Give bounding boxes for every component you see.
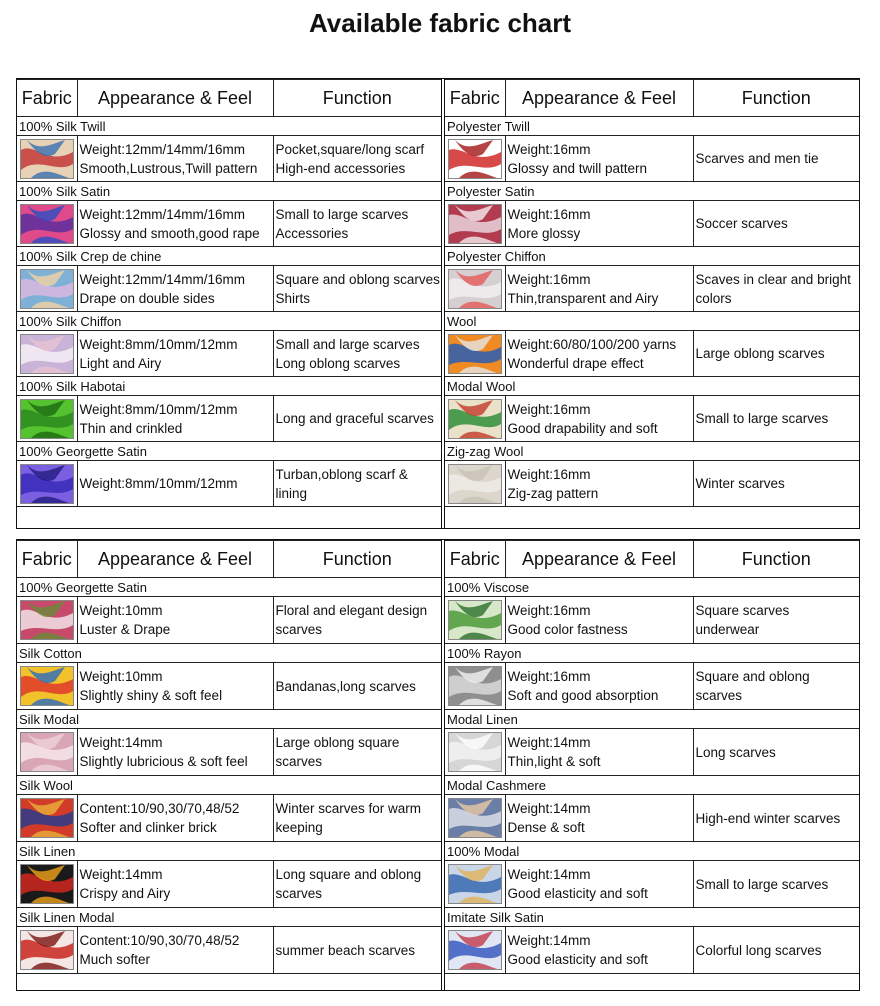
cell-line: Dense & soft bbox=[507, 820, 585, 835]
column-header-function: Function bbox=[273, 541, 441, 578]
fabric-name: Modal Linen bbox=[445, 710, 859, 729]
column-header-function: Function bbox=[693, 80, 859, 117]
column-header-fabric: Fabric bbox=[445, 80, 505, 117]
fabric-swatch-cell bbox=[17, 201, 77, 247]
fabric-name-row bbox=[17, 776, 441, 795]
fabric-detail-row bbox=[445, 461, 859, 507]
fabric-table bbox=[17, 79, 441, 507]
fabric-swatch-image bbox=[20, 600, 74, 640]
fabric-name-row bbox=[17, 578, 441, 597]
fabric-name-row bbox=[17, 247, 441, 266]
chart-2-left-table bbox=[17, 540, 441, 990]
column-header-appearance: Appearance & Feel bbox=[77, 541, 273, 578]
function-cell bbox=[693, 663, 859, 710]
header-row bbox=[17, 541, 441, 578]
cell-line: Weight:8mm/10mm/12mm bbox=[79, 476, 238, 491]
cell-line: Small to large scarves bbox=[695, 876, 829, 892]
fabric-table bbox=[445, 79, 859, 507]
appearance-feel-cell bbox=[505, 396, 693, 442]
chart-1-right-table bbox=[445, 79, 859, 528]
appearance-feel-cell bbox=[77, 266, 273, 312]
fabric-detail-row bbox=[17, 396, 441, 442]
cell-line: scarves bbox=[695, 688, 743, 703]
appearance-feel-cell bbox=[77, 861, 273, 908]
cell-line: Long scarves bbox=[695, 744, 776, 760]
appearance-feel-cell bbox=[505, 136, 693, 182]
cell-line: Weight:16mm bbox=[507, 141, 591, 157]
fabric-swatch-cell bbox=[17, 861, 77, 908]
cell-line: Good color fastness bbox=[507, 622, 628, 637]
function-cell bbox=[273, 461, 441, 507]
fabric-name-row bbox=[445, 182, 859, 201]
fabric-name: Wool bbox=[445, 312, 859, 331]
function-cell bbox=[273, 597, 441, 644]
cell-line: Weight:10mm bbox=[79, 669, 163, 684]
fabric-name-row bbox=[445, 442, 859, 461]
appearance-feel-cell bbox=[505, 663, 693, 710]
fabric-swatch-image bbox=[448, 798, 502, 838]
appearance-feel-cell bbox=[77, 729, 273, 776]
column-header-appearance: Appearance & Feel bbox=[77, 80, 273, 117]
fabric-name: Polyester Chiffon bbox=[445, 247, 859, 266]
fabric-swatch-image bbox=[20, 139, 74, 179]
fabric-swatch-image bbox=[448, 399, 502, 439]
fabric-detail-row bbox=[445, 201, 859, 247]
fabric-swatch-image bbox=[20, 732, 74, 772]
fabric-detail-row bbox=[445, 927, 859, 974]
function-cell bbox=[273, 729, 441, 776]
cell-line: Weight:14mm bbox=[507, 933, 591, 948]
cell-line: colors bbox=[695, 290, 732, 306]
fabric-detail-row bbox=[17, 266, 441, 312]
fabric-name-row bbox=[445, 908, 859, 927]
appearance-feel-cell bbox=[77, 201, 273, 247]
cell-line: Long square and oblong bbox=[275, 867, 422, 882]
header-row bbox=[445, 541, 859, 578]
cell-line: Zig-zag pattern bbox=[507, 485, 599, 501]
function-cell bbox=[273, 201, 441, 247]
fabric-swatch-cell bbox=[17, 461, 77, 507]
header-row bbox=[17, 80, 441, 117]
cell-line: Glossy and smooth,good rape bbox=[79, 225, 260, 241]
function-cell bbox=[273, 861, 441, 908]
function-cell bbox=[693, 136, 859, 182]
fabric-detail-row bbox=[17, 331, 441, 377]
fabric-detail-row bbox=[17, 861, 441, 908]
fabric-detail-row bbox=[17, 729, 441, 776]
fabric-swatch-cell bbox=[445, 597, 505, 644]
chart-2-right-table bbox=[445, 540, 859, 990]
fabric-name: 100% Rayon bbox=[445, 644, 859, 663]
fabric-swatch-cell bbox=[445, 136, 505, 182]
fabric-swatch-image bbox=[448, 334, 502, 374]
column-header-function: Function bbox=[273, 80, 441, 117]
fabric-swatch-image bbox=[20, 930, 74, 970]
cell-line: lining bbox=[275, 485, 308, 501]
cell-line: Turban,oblong scarf & bbox=[275, 466, 408, 482]
appearance-feel-cell bbox=[77, 663, 273, 710]
appearance-feel-cell bbox=[505, 597, 693, 644]
fabric-detail-row bbox=[17, 461, 441, 507]
cell-line: Weight:16mm bbox=[507, 466, 591, 482]
fabric-chart-2 bbox=[16, 539, 860, 991]
appearance-feel-cell bbox=[505, 795, 693, 842]
cell-line: Good elasticity and soft bbox=[507, 952, 648, 967]
fabric-name-row bbox=[445, 117, 859, 136]
fabric-swatch-image bbox=[20, 464, 74, 504]
cell-line: Square scarves bbox=[695, 603, 790, 618]
fabric-swatch-cell bbox=[445, 461, 505, 507]
fabric-detail-row bbox=[17, 927, 441, 974]
function-cell bbox=[693, 729, 859, 776]
cell-line: Long oblong scarves bbox=[275, 355, 401, 371]
cell-line: Square and oblong scarves bbox=[275, 271, 440, 287]
fabric-name: Silk Linen bbox=[17, 842, 441, 861]
fabric-swatch-image bbox=[448, 269, 502, 309]
cell-line: Square and oblong bbox=[695, 669, 810, 684]
fabric-swatch-cell bbox=[17, 729, 77, 776]
fabric-swatch-image bbox=[20, 864, 74, 904]
fabric-detail-row bbox=[445, 861, 859, 908]
column-header-fabric: Fabric bbox=[17, 80, 77, 117]
cell-line: Smooth,Lustrous,Twill pattern bbox=[79, 160, 258, 176]
cell-line: Weight:16mm bbox=[507, 271, 591, 287]
cell-line: Good elasticity and soft bbox=[507, 886, 648, 901]
cell-line: Scaves in clear and bright bbox=[695, 271, 851, 287]
cell-line: Thin,transparent and Airy bbox=[507, 290, 659, 306]
cell-line: Weight:14mm bbox=[507, 801, 591, 816]
fabric-name-row bbox=[17, 710, 441, 729]
fabric-name: Modal Wool bbox=[445, 377, 859, 396]
cell-line: Slightly shiny & soft feel bbox=[79, 688, 223, 703]
fabric-name: Modal Cashmere bbox=[445, 776, 859, 795]
appearance-feel-cell bbox=[505, 729, 693, 776]
cell-line: Weight:16mm bbox=[507, 603, 591, 618]
cell-line: Small and large scarves bbox=[275, 336, 420, 352]
cell-line: Wonderful drape effect bbox=[507, 355, 644, 371]
cell-line: Scarves and men tie bbox=[695, 151, 819, 166]
cell-line: More glossy bbox=[507, 225, 581, 241]
fabric-name: 100% Silk Twill bbox=[17, 117, 441, 136]
fabric-name: 100% Georgette Satin bbox=[17, 442, 441, 461]
appearance-feel-cell bbox=[505, 461, 693, 507]
fabric-swatch-image bbox=[448, 600, 502, 640]
fabric-name: 100% Silk Crep de chine bbox=[17, 247, 441, 266]
fabric-name-row bbox=[17, 117, 441, 136]
fabric-name-row bbox=[17, 182, 441, 201]
function-cell bbox=[273, 331, 441, 377]
fabric-name-row bbox=[17, 312, 441, 331]
fabric-detail-row bbox=[445, 136, 859, 182]
cell-line: underwear bbox=[695, 622, 760, 637]
cell-line: Weight:10mm bbox=[79, 603, 163, 618]
cell-line: Weight:14mm bbox=[507, 735, 591, 750]
cell-line: Weight:12mm/14mm/16mm bbox=[79, 206, 246, 222]
fabric-detail-row bbox=[445, 795, 859, 842]
fabric-swatch-image bbox=[20, 399, 74, 439]
fabric-swatch-image bbox=[20, 269, 74, 309]
cell-line: Shirts bbox=[275, 290, 311, 306]
header-row bbox=[445, 80, 859, 117]
cell-line: Bandanas,long scarves bbox=[275, 678, 416, 694]
function-cell bbox=[693, 461, 859, 507]
function-cell bbox=[693, 331, 859, 377]
fabric-name-row bbox=[445, 644, 859, 663]
cell-line: Crispy and Airy bbox=[79, 886, 171, 901]
cell-line: Winter scarves bbox=[695, 476, 785, 491]
fabric-detail-row bbox=[445, 597, 859, 644]
fabric-swatch-cell bbox=[445, 861, 505, 908]
fabric-swatch-cell bbox=[17, 795, 77, 842]
fabric-detail-row bbox=[445, 266, 859, 312]
fabric-detail-row bbox=[17, 201, 441, 247]
fabric-detail-row bbox=[17, 597, 441, 644]
fabric-swatch-cell bbox=[445, 331, 505, 377]
function-cell bbox=[273, 795, 441, 842]
cell-line: Floral and elegant design bbox=[275, 603, 428, 618]
fabric-swatch-image bbox=[448, 732, 502, 772]
fabric-swatch-image bbox=[448, 139, 502, 179]
cell-line: Weight:16mm bbox=[507, 206, 591, 222]
function-cell bbox=[693, 861, 859, 908]
cell-line: Soft and good absorption bbox=[507, 688, 659, 703]
cell-line: Weight:60/80/100/200 yarns bbox=[507, 336, 677, 352]
fabric-swatch-cell bbox=[445, 266, 505, 312]
function-cell bbox=[273, 396, 441, 442]
page-title: Available fabric chart bbox=[308, 8, 572, 38]
cell-line: Small to large scarves bbox=[275, 206, 409, 222]
fabric-detail-row bbox=[445, 396, 859, 442]
function-cell bbox=[273, 266, 441, 312]
appearance-feel-cell bbox=[77, 795, 273, 842]
cell-line: summer beach scarves bbox=[275, 942, 416, 958]
cell-line: Glossy and twill pattern bbox=[507, 160, 648, 176]
fabric-detail-row bbox=[17, 795, 441, 842]
cell-line: Content:10/90,30/70,48/52 bbox=[79, 933, 240, 948]
cell-line: Winter scarves for warm bbox=[275, 801, 422, 816]
appearance-feel-cell bbox=[77, 597, 273, 644]
cell-line: Weight:12mm/14mm/16mm bbox=[79, 271, 246, 287]
fabric-swatch-cell bbox=[445, 201, 505, 247]
cell-line: scarves bbox=[275, 754, 323, 769]
cell-line: Weight:16mm bbox=[507, 401, 591, 417]
fabric-swatch-cell bbox=[17, 266, 77, 312]
cell-line: Large oblong scarves bbox=[695, 346, 825, 361]
cell-line: Colorful long scarves bbox=[695, 942, 822, 958]
fabric-swatch-cell bbox=[445, 663, 505, 710]
appearance-feel-cell bbox=[77, 461, 273, 507]
column-header-function: Function bbox=[693, 541, 859, 578]
fabric-detail-row bbox=[17, 136, 441, 182]
fabric-swatch-image bbox=[448, 464, 502, 504]
cell-line: scarves bbox=[275, 622, 323, 637]
appearance-feel-cell bbox=[505, 266, 693, 312]
fabric-name-row bbox=[445, 377, 859, 396]
fabric-name-row bbox=[445, 247, 859, 266]
fabric-name-row bbox=[17, 842, 441, 861]
fabric-swatch-cell bbox=[445, 396, 505, 442]
fabric-name: 100% Silk Chiffon bbox=[17, 312, 441, 331]
fabric-swatch-image bbox=[20, 666, 74, 706]
fabric-name: 100% Silk Satin bbox=[17, 182, 441, 201]
fabric-name: Silk Wool bbox=[17, 776, 441, 795]
cell-line: Softer and clinker brick bbox=[79, 820, 217, 835]
fabric-swatch-cell bbox=[17, 597, 77, 644]
cell-line: Soccer scarves bbox=[695, 216, 788, 231]
fabric-name: 100% Silk Habotai bbox=[17, 377, 441, 396]
cell-line: High-end accessories bbox=[275, 160, 406, 176]
cell-line: Drape on double sides bbox=[79, 290, 215, 306]
fabric-swatch-cell bbox=[17, 663, 77, 710]
fabric-name: 100% Georgette Satin bbox=[17, 578, 441, 597]
fabric-name: Polyester Twill bbox=[445, 117, 859, 136]
fabric-detail-row bbox=[17, 663, 441, 710]
cell-line: Good drapability and soft bbox=[507, 420, 658, 436]
fabric-name: Polyester Satin bbox=[445, 182, 859, 201]
cell-line: Weight:14mm bbox=[507, 867, 591, 882]
cell-line: Slightly lubricious & soft feel bbox=[79, 754, 248, 769]
column-header-fabric: Fabric bbox=[445, 541, 505, 578]
fabric-swatch-cell bbox=[445, 795, 505, 842]
fabric-name: 100% Viscose bbox=[445, 578, 859, 597]
fabric-name-row bbox=[17, 442, 441, 461]
fabric-name-row bbox=[17, 908, 441, 927]
cell-line: Thin and crinkled bbox=[79, 420, 183, 436]
cell-line: Weight:8mm/10mm/12mm bbox=[79, 401, 238, 417]
cell-line: Much softer bbox=[79, 952, 151, 967]
fabric-name-row bbox=[445, 842, 859, 861]
column-header-fabric: Fabric bbox=[17, 541, 77, 578]
fabric-swatch-cell bbox=[17, 136, 77, 182]
cell-line: keeping bbox=[275, 820, 323, 835]
cell-line: Weight:16mm bbox=[507, 669, 591, 684]
function-cell bbox=[273, 927, 441, 974]
fabric-swatch-image bbox=[20, 204, 74, 244]
function-cell bbox=[693, 795, 859, 842]
appearance-feel-cell bbox=[505, 331, 693, 377]
fabric-detail-row bbox=[445, 331, 859, 377]
chart-1-left-table bbox=[17, 79, 441, 528]
cell-line: Weight:14mm bbox=[79, 735, 163, 750]
cell-line: Pocket,square/long scarf bbox=[275, 141, 425, 157]
function-cell bbox=[693, 266, 859, 312]
fabric-name: Imitate Silk Satin bbox=[445, 908, 859, 927]
function-cell bbox=[693, 927, 859, 974]
cell-line: Thin,light & soft bbox=[507, 754, 601, 769]
fabric-chart-1 bbox=[16, 78, 860, 529]
cell-line: Light and Airy bbox=[79, 355, 162, 371]
function-cell bbox=[273, 663, 441, 710]
fabric-swatch-cell bbox=[445, 729, 505, 776]
function-cell bbox=[693, 597, 859, 644]
cell-line: Weight:12mm/14mm/16mm bbox=[79, 141, 246, 157]
function-cell bbox=[693, 396, 859, 442]
fabric-name-row bbox=[17, 377, 441, 396]
fabric-name: Silk Linen Modal bbox=[17, 908, 441, 927]
cell-line: Weight:8mm/10mm/12mm bbox=[79, 336, 238, 352]
appearance-feel-cell bbox=[505, 927, 693, 974]
column-header-appearance: Appearance & Feel bbox=[505, 80, 693, 117]
fabric-table bbox=[17, 540, 441, 974]
fabric-swatch-image bbox=[448, 930, 502, 970]
fabric-swatch-image bbox=[448, 864, 502, 904]
fabric-swatch-cell bbox=[17, 331, 77, 377]
fabric-name-row bbox=[445, 776, 859, 795]
fabric-swatch-image bbox=[448, 666, 502, 706]
fabric-detail-row bbox=[445, 663, 859, 710]
cell-line: Weight:14mm bbox=[79, 867, 163, 882]
column-header-appearance: Appearance & Feel bbox=[505, 541, 693, 578]
fabric-swatch-cell bbox=[445, 927, 505, 974]
fabric-name-row bbox=[445, 710, 859, 729]
function-cell bbox=[273, 136, 441, 182]
cell-line: Large oblong square bbox=[275, 735, 400, 750]
appearance-feel-cell bbox=[77, 331, 273, 377]
cell-line: scarves bbox=[275, 886, 323, 901]
fabric-table bbox=[445, 540, 859, 974]
fabric-swatch-image bbox=[448, 204, 502, 244]
cell-line: High-end winter scarves bbox=[695, 810, 841, 826]
fabric-name: Silk Cotton bbox=[17, 644, 441, 663]
cell-line: Small to large scarves bbox=[695, 411, 829, 426]
fabric-swatch-image bbox=[20, 334, 74, 374]
fabric-name: 100% Modal bbox=[445, 842, 859, 861]
fabric-detail-row bbox=[445, 729, 859, 776]
appearance-feel-cell bbox=[505, 861, 693, 908]
fabric-swatch-cell bbox=[17, 927, 77, 974]
cell-line: Accessories bbox=[275, 225, 349, 241]
fabric-swatch-image bbox=[20, 798, 74, 838]
cell-line: Content:10/90,30/70,48/52 bbox=[79, 801, 240, 816]
appearance-feel-cell bbox=[77, 136, 273, 182]
fabric-name: Zig-zag Wool bbox=[445, 442, 859, 461]
fabric-name-row bbox=[445, 578, 859, 597]
appearance-feel-cell bbox=[77, 927, 273, 974]
cell-line: Long and graceful scarves bbox=[275, 411, 434, 426]
cell-line: Luster & Drape bbox=[79, 622, 171, 637]
fabric-name-row bbox=[17, 644, 441, 663]
fabric-name: Silk Modal bbox=[17, 710, 441, 729]
appearance-feel-cell bbox=[505, 201, 693, 247]
fabric-swatch-cell bbox=[17, 396, 77, 442]
function-cell bbox=[693, 201, 859, 247]
fabric-name-row bbox=[445, 312, 859, 331]
appearance-feel-cell bbox=[77, 396, 273, 442]
